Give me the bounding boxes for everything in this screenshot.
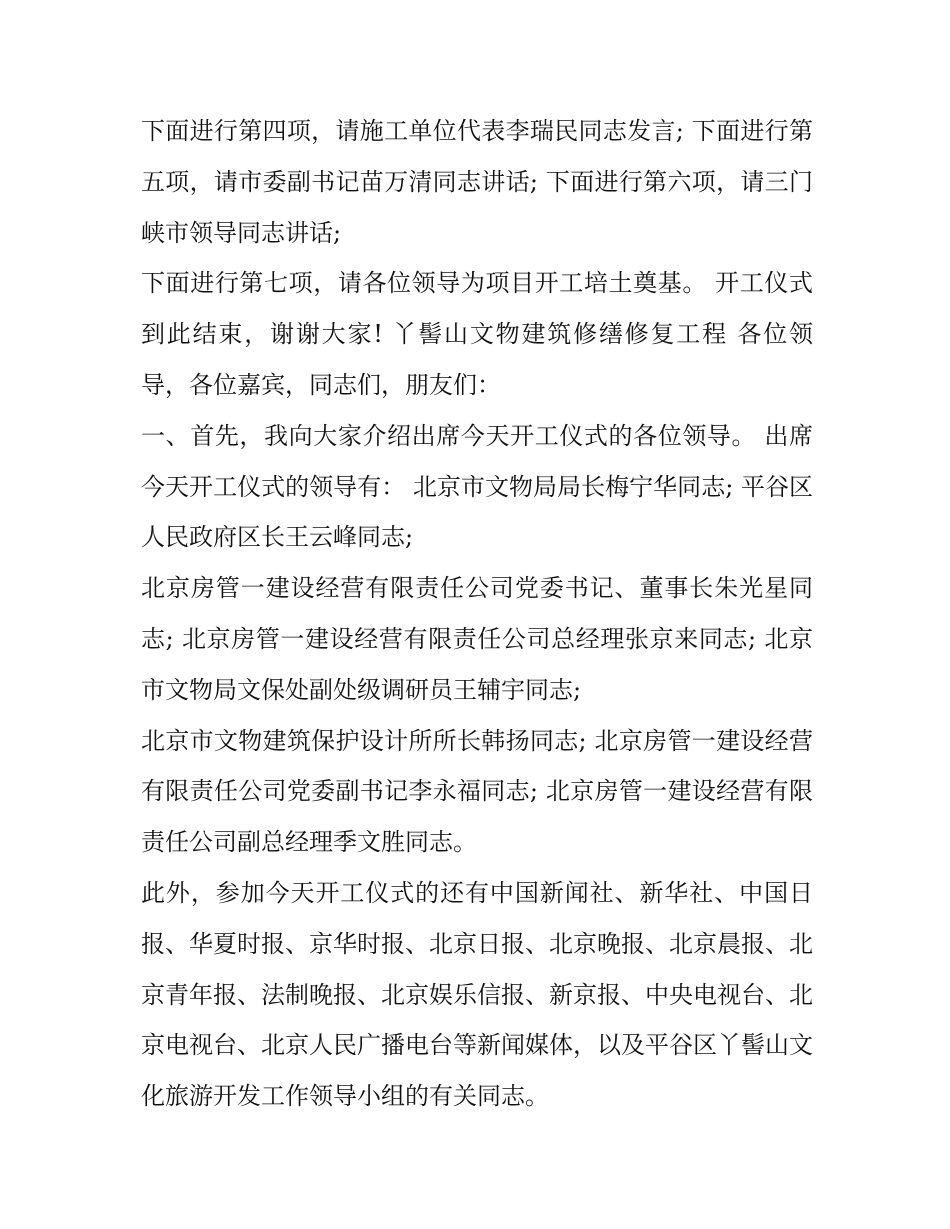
paragraph-company-leaders: 北京房管一建设经营有限责任公司党委书记、董事长朱光星同志; 北京房管一建设经营有限责任公司总经理张京来同志; 北京市文物局文保处副处级调研员王辅宇同志; (141, 574, 813, 704)
paragraph-introduction-leaders: 一、首先，我向大家介绍出席今天开工仪式的各位领导。 出席今天开工仪式的领导有： 北京市文物局局长梅宁华同志; 平谷区人民政府区长王云峰同志; (141, 421, 813, 552)
document-body (141, 106, 813, 1122)
paragraph-agenda-items-4-6: 下面进行第四项，请施工单位代表李瑞民同志发言; 下面进行第五项，请市委副书记苗万清同志讲话; 下面进行第六项，请三门峡市领导同志讲话; (141, 117, 813, 247)
paragraph-agenda-item-7-closing: 下面进行第七项，请各位领导为项目开工培土奠基。 开工仪式到此结束，谢谢大家! 丫髻山文物建筑修缮修复工程 各位领导，各位嘉宾，同志们，朋友们： (141, 269, 813, 399)
paragraph-design-institute-leaders: 北京市文物建筑保护设计所所长韩扬同志; 北京房管一建设经营有限责任公司党委副书记李永福同志; 北京房管一建设经营有限责任公司副总经理季文胜同志。 (141, 726, 813, 857)
paragraph-media-attendees: 此外，参加今天开工仪式的还有中国新闻社、新华社、中国日报、华夏时报、京华时报、北京日报、北京晚报、北京晨报、北京青年报、法制晚报、北京娱乐信报、新京报、中央电视台、北京电视台、北京人民广播电台等新闻媒体，以及平谷区丫髻山文化旅游开发工作领导小组的有关同志。 (141, 878, 813, 1111)
